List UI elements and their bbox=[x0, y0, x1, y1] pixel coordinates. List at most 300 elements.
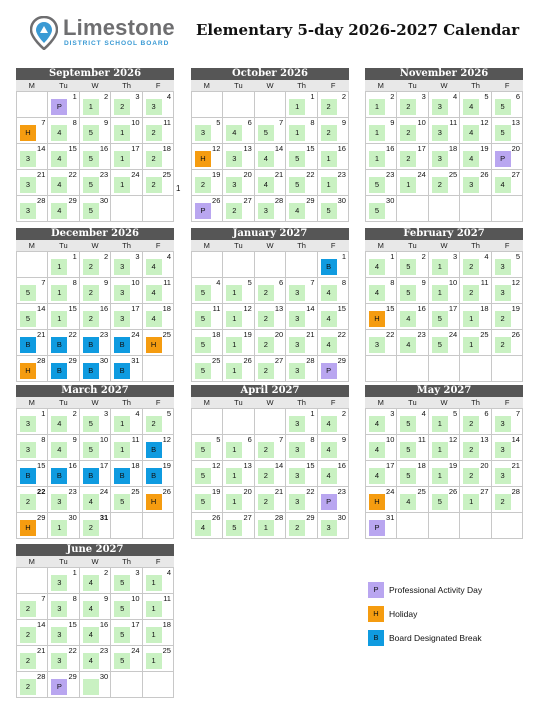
day-cell bbox=[80, 435, 111, 461]
weekday-label: F bbox=[330, 241, 336, 250]
rotation-day-badge: 1 bbox=[463, 337, 479, 353]
day-number: 19 bbox=[511, 304, 520, 313]
day-cell bbox=[111, 304, 142, 330]
day-cell bbox=[255, 304, 286, 330]
day-cell bbox=[48, 409, 79, 435]
stray-number: 1 bbox=[176, 184, 181, 193]
rotation-day-badge: 2 bbox=[114, 99, 130, 115]
rotation-day-badge: 3 bbox=[51, 601, 67, 617]
day-number: 4 bbox=[166, 568, 171, 577]
rotation-day-badge: 4 bbox=[400, 337, 416, 353]
day-number: 23 bbox=[99, 330, 109, 339]
rotation-day-badge: 2 bbox=[20, 627, 36, 643]
day-number: 4 bbox=[421, 409, 426, 418]
rotation-day-badge: 4 bbox=[195, 520, 211, 536]
rotation-day-badge: 1 bbox=[369, 125, 385, 141]
day-grid bbox=[191, 251, 349, 382]
day-number: 6 bbox=[279, 278, 284, 287]
day-cell bbox=[80, 513, 111, 539]
day-number: 10 bbox=[131, 278, 140, 287]
day-number: 25 bbox=[162, 170, 171, 179]
empty-day-cell bbox=[492, 513, 523, 539]
weekday-label: Tu bbox=[59, 241, 68, 250]
day-number: 31 bbox=[99, 513, 109, 522]
day-cell bbox=[48, 278, 79, 304]
rotation-day-badge: 2 bbox=[146, 416, 162, 432]
break-badge: B bbox=[114, 337, 130, 353]
day-cell bbox=[80, 330, 111, 356]
day-number: 20 bbox=[480, 461, 489, 470]
day-cell bbox=[318, 330, 349, 356]
empty-day-cell bbox=[460, 356, 491, 382]
school-board-logo bbox=[30, 15, 175, 50]
pa-day-badge: P bbox=[195, 203, 211, 219]
day-cell bbox=[429, 304, 460, 330]
day-number: 18 bbox=[448, 144, 458, 153]
rotation-day-badge: 1 bbox=[432, 285, 448, 301]
day-number: 23 bbox=[386, 170, 395, 179]
day-number: 30 bbox=[99, 672, 109, 681]
rotation-day-badge: 4 bbox=[51, 125, 67, 141]
rotation-day-badge: 1 bbox=[369, 99, 385, 115]
holiday-badge: H bbox=[20, 125, 36, 141]
empty-day-cell bbox=[192, 252, 223, 278]
day-grid bbox=[365, 408, 523, 539]
day-cell bbox=[366, 92, 397, 118]
day-number: 1 bbox=[341, 252, 346, 261]
day-cell bbox=[366, 118, 397, 144]
empty-day-cell bbox=[460, 513, 491, 539]
day-cell bbox=[255, 435, 286, 461]
rotation-day-badge: 1 bbox=[463, 494, 479, 510]
day-number: 3 bbox=[453, 252, 458, 261]
empty-day-cell bbox=[17, 92, 48, 118]
rotation-day-badge: 5 bbox=[400, 259, 416, 275]
day-number: 16 bbox=[337, 461, 346, 470]
day-number: 15 bbox=[306, 461, 315, 470]
empty-day-cell bbox=[255, 409, 286, 435]
day-cell bbox=[17, 170, 48, 196]
weekday-label: M bbox=[203, 241, 210, 250]
day-cell bbox=[286, 435, 317, 461]
rotation-day-badge: 1 bbox=[432, 259, 448, 275]
day-number: 19 bbox=[162, 461, 171, 470]
holiday-badge: H bbox=[20, 363, 36, 379]
day-number: 29 bbox=[68, 196, 77, 205]
weekday-label: W bbox=[91, 81, 99, 90]
rotation-day-badge: 5 bbox=[226, 520, 242, 536]
legend-swatch-p: P bbox=[368, 582, 384, 598]
rotation-day-badge: 2 bbox=[83, 259, 99, 275]
day-number: 23 bbox=[99, 646, 109, 655]
day-cell bbox=[366, 304, 397, 330]
day-cell bbox=[318, 513, 349, 539]
day-cell bbox=[318, 278, 349, 304]
rotation-day-badge: 3 bbox=[114, 311, 130, 327]
day-cell bbox=[192, 435, 223, 461]
day-cell bbox=[397, 278, 428, 304]
day-number: 14 bbox=[511, 435, 520, 444]
day-cell bbox=[192, 330, 223, 356]
day-grid bbox=[191, 408, 349, 539]
day-cell bbox=[366, 487, 397, 513]
day-number: 29 bbox=[68, 672, 77, 681]
day-cell bbox=[223, 330, 254, 356]
day-cell bbox=[255, 196, 286, 222]
day-cell bbox=[286, 409, 317, 435]
logo-wordmark: Limestone bbox=[63, 15, 175, 40]
day-cell bbox=[80, 409, 111, 435]
day-cell bbox=[255, 513, 286, 539]
rotation-day-badge: 5 bbox=[432, 311, 448, 327]
day-cell bbox=[48, 594, 79, 620]
day-number: 9 bbox=[104, 278, 109, 287]
day-number: 27 bbox=[511, 170, 520, 179]
day-number: 16 bbox=[99, 144, 109, 153]
day-number: 26 bbox=[212, 196, 221, 205]
day-number: 4 bbox=[166, 92, 171, 101]
day-number: 2 bbox=[72, 409, 77, 418]
day-cell bbox=[492, 487, 523, 513]
day-number: 9 bbox=[341, 435, 346, 444]
day-number: 24 bbox=[386, 487, 395, 496]
day-cell bbox=[111, 409, 142, 435]
empty-day-cell bbox=[397, 196, 428, 222]
day-number: 26 bbox=[511, 330, 520, 339]
day-cell bbox=[192, 304, 223, 330]
day-cell bbox=[80, 620, 111, 646]
day-number: 29 bbox=[337, 356, 346, 365]
weekday-header bbox=[16, 556, 174, 567]
day-number: 1 bbox=[72, 252, 77, 261]
rotation-day-badge: 3 bbox=[495, 442, 511, 458]
rotation-day-badge: 5 bbox=[83, 177, 99, 193]
day-cell bbox=[397, 435, 428, 461]
day-number: 7 bbox=[310, 278, 315, 287]
day-cell bbox=[111, 594, 142, 620]
day-cell bbox=[286, 144, 317, 170]
day-number: 8 bbox=[310, 118, 315, 127]
day-cell bbox=[223, 356, 254, 382]
day-number: 17 bbox=[386, 461, 395, 470]
day-cell bbox=[397, 118, 428, 144]
rotation-day-badge: 3 bbox=[495, 285, 511, 301]
rotation-day-badge: 3 bbox=[289, 363, 305, 379]
day-number: 10 bbox=[131, 594, 140, 603]
rotation-day-badge: 1 bbox=[226, 311, 242, 327]
break-badge: B bbox=[83, 337, 99, 353]
rotation-day-badge: 1 bbox=[226, 494, 242, 510]
day-cell bbox=[366, 461, 397, 487]
rotation-day-badge: 5 bbox=[400, 285, 416, 301]
holiday-badge: H bbox=[369, 494, 385, 510]
day-number: 30 bbox=[68, 513, 77, 522]
day-cell bbox=[318, 170, 349, 196]
rotation-day-badge: 2 bbox=[289, 520, 305, 536]
rotation-day-badge: 4 bbox=[369, 442, 385, 458]
day-number: 3 bbox=[421, 92, 426, 101]
day-number: 19 bbox=[212, 170, 221, 179]
day-cell bbox=[80, 568, 111, 594]
day-cell bbox=[192, 196, 223, 222]
empty-day-cell bbox=[460, 196, 491, 222]
month-block bbox=[16, 544, 174, 698]
day-number: 11 bbox=[418, 435, 426, 444]
day-number: 22 bbox=[306, 170, 315, 179]
rotation-day-badge: 4 bbox=[463, 151, 479, 167]
day-number: 1 bbox=[72, 568, 77, 577]
day-number: 2 bbox=[390, 92, 395, 101]
day-number: 14 bbox=[37, 620, 46, 629]
day-cell bbox=[143, 461, 174, 487]
rotation-day-badge: 3 bbox=[51, 653, 67, 669]
rotation-day-badge: 3 bbox=[114, 259, 130, 275]
day-number: 7 bbox=[41, 278, 46, 287]
day-cell bbox=[143, 92, 174, 118]
rotation-day-badge: 5 bbox=[495, 125, 511, 141]
rotation-day-badge: 1 bbox=[51, 311, 67, 327]
weekday-label: Tu bbox=[59, 81, 68, 90]
day-cell bbox=[366, 513, 397, 539]
month-title: November 2026 bbox=[365, 68, 523, 80]
day-number: 30 bbox=[99, 356, 109, 365]
empty-day-cell bbox=[286, 252, 317, 278]
day-number: 10 bbox=[99, 435, 109, 444]
day-grid bbox=[16, 567, 174, 698]
day-cell bbox=[80, 196, 111, 222]
weekday-header bbox=[365, 240, 523, 251]
rotation-day-badge: 4 bbox=[369, 468, 385, 484]
logo-subtitle: DISTRICT SCHOOL BOARD bbox=[64, 40, 170, 47]
day-number: 11 bbox=[480, 278, 489, 287]
empty-day-cell bbox=[143, 196, 174, 222]
day-cell bbox=[460, 252, 491, 278]
day-grid bbox=[365, 91, 523, 222]
rotation-day-badge: 4 bbox=[51, 151, 67, 167]
rotation-day-badge: 5 bbox=[195, 468, 211, 484]
day-cell bbox=[143, 304, 174, 330]
rotation-day-badge: 1 bbox=[226, 468, 242, 484]
day-number: 8 bbox=[72, 118, 77, 127]
rotation-day-badge: 3 bbox=[432, 151, 448, 167]
day-cell bbox=[366, 252, 397, 278]
day-cell bbox=[318, 487, 349, 513]
rotation-day-badge: 4 bbox=[321, 416, 337, 432]
day-cell bbox=[397, 330, 428, 356]
rotation-day-badge: 3 bbox=[20, 203, 36, 219]
day-number: 18 bbox=[162, 304, 171, 313]
day-cell bbox=[460, 118, 491, 144]
day-cell bbox=[48, 252, 79, 278]
day-number: 23 bbox=[68, 487, 77, 496]
day-number: 5 bbox=[166, 409, 171, 418]
rotation-day-badge: 1 bbox=[289, 99, 305, 115]
day-cell bbox=[80, 646, 111, 672]
rotation-day-badge: 3 bbox=[258, 203, 274, 219]
day-number: 8 bbox=[310, 435, 315, 444]
day-number: 31 bbox=[131, 356, 140, 365]
day-number: 25 bbox=[417, 487, 426, 496]
empty-day-cell bbox=[492, 356, 523, 382]
weekday-label: Tu bbox=[234, 398, 243, 407]
day-cell bbox=[48, 196, 79, 222]
rotation-day-badge: 4 bbox=[83, 494, 99, 510]
month-title: December 2026 bbox=[16, 228, 174, 240]
day-number: 17 bbox=[131, 304, 140, 313]
empty-day-cell bbox=[143, 672, 174, 698]
weekday-label: Th bbox=[297, 398, 306, 407]
day-cell bbox=[111, 252, 142, 278]
empty-day-cell bbox=[223, 252, 254, 278]
day-number: 2 bbox=[104, 252, 109, 261]
legend-swatch-b: B bbox=[368, 630, 384, 646]
day-number: 4 bbox=[216, 278, 221, 287]
break-badge: B bbox=[51, 468, 67, 484]
empty-day-cell bbox=[397, 513, 428, 539]
rotation-day-badge: 3 bbox=[321, 520, 337, 536]
rotation-day-badge: 2 bbox=[20, 679, 36, 695]
day-number: 9 bbox=[104, 118, 109, 127]
weekday-label: M bbox=[28, 81, 35, 90]
day-cell bbox=[460, 170, 491, 196]
weekday-label: Tu bbox=[234, 241, 243, 250]
rotation-day-badge: 4 bbox=[321, 337, 337, 353]
day-number: 11 bbox=[163, 278, 171, 287]
rotation-day-badge: 1 bbox=[51, 259, 67, 275]
day-number: 23 bbox=[337, 487, 346, 496]
rotation-day-badge: 3 bbox=[289, 468, 305, 484]
day-number: 21 bbox=[37, 330, 46, 339]
day-cell bbox=[223, 118, 254, 144]
day-number: 25 bbox=[212, 356, 221, 365]
day-number: 12 bbox=[212, 144, 221, 153]
day-cell bbox=[111, 144, 142, 170]
day-number: 3 bbox=[390, 409, 395, 418]
day-number: 14 bbox=[37, 144, 46, 153]
day-cell bbox=[255, 278, 286, 304]
month-block bbox=[16, 68, 174, 222]
rotation-day-badge: 2 bbox=[400, 151, 416, 167]
day-number: 28 bbox=[274, 196, 284, 205]
day-cell bbox=[143, 252, 174, 278]
day-cell bbox=[17, 646, 48, 672]
rotation-day-badge: 2 bbox=[226, 203, 242, 219]
rotation-day-badge: 5 bbox=[83, 151, 99, 167]
day-number: 20 bbox=[511, 144, 520, 153]
empty-day-cell bbox=[143, 356, 174, 382]
day-number: 30 bbox=[99, 196, 109, 205]
pa-day-badge: P bbox=[321, 494, 337, 510]
day-cell bbox=[111, 620, 142, 646]
empty-day-cell bbox=[366, 356, 397, 382]
day-number: 2 bbox=[341, 409, 346, 418]
day-cell bbox=[192, 461, 223, 487]
rotation-day-badge: 4 bbox=[321, 468, 337, 484]
rotation-day-badge: 4 bbox=[369, 285, 385, 301]
legend-swatch-h: H bbox=[368, 606, 384, 622]
rotation-day-badge: 5 bbox=[258, 125, 274, 141]
day-number: 9 bbox=[421, 278, 426, 287]
day-number: 4 bbox=[166, 252, 171, 261]
month-title: February 2027 bbox=[365, 228, 523, 240]
day-number: 16 bbox=[99, 304, 109, 313]
day-cell bbox=[366, 170, 397, 196]
weekday-label: M bbox=[28, 241, 35, 250]
day-cell bbox=[80, 356, 111, 382]
day-cell bbox=[397, 170, 428, 196]
day-number: 8 bbox=[390, 278, 395, 287]
day-cell bbox=[460, 487, 491, 513]
rotation-day-badge: 5 bbox=[195, 337, 211, 353]
day-number: 3 bbox=[135, 92, 140, 101]
legend-label: Holiday bbox=[389, 609, 418, 619]
rotation-day-badge: 2 bbox=[83, 311, 99, 327]
weekday-label: Tu bbox=[408, 398, 417, 407]
day-cell bbox=[429, 330, 460, 356]
rotation-day-badge: 1 bbox=[114, 125, 130, 141]
day-number: 22 bbox=[306, 487, 315, 496]
day-cell bbox=[17, 461, 48, 487]
rotation-day-badge: 5 bbox=[195, 363, 211, 379]
weekday-label: F bbox=[155, 81, 161, 90]
rotation-day-badge: 2 bbox=[258, 442, 274, 458]
day-number: 2 bbox=[341, 92, 346, 101]
day-number: 15 bbox=[306, 144, 315, 153]
month-block bbox=[191, 68, 349, 222]
rotation-day-badge: 5 bbox=[289, 177, 305, 193]
day-number: 25 bbox=[448, 170, 458, 179]
rotation-day-badge: 3 bbox=[289, 337, 305, 353]
day-cell bbox=[366, 409, 397, 435]
day-number: 22 bbox=[37, 487, 46, 496]
rotation-day-badge: 4 bbox=[146, 285, 162, 301]
day-number: 18 bbox=[162, 620, 171, 629]
day-cell bbox=[255, 330, 286, 356]
day-number: 1 bbox=[310, 92, 315, 101]
day-cell bbox=[255, 487, 286, 513]
day-cell bbox=[318, 409, 349, 435]
day-number: 28 bbox=[37, 672, 46, 681]
day-cell bbox=[80, 92, 111, 118]
holiday-badge: H bbox=[20, 520, 36, 536]
day-cell bbox=[17, 620, 48, 646]
day-cell bbox=[143, 118, 174, 144]
rotation-day-badge: 1 bbox=[146, 653, 162, 669]
day-cell bbox=[17, 196, 48, 222]
day-number: 17 bbox=[448, 304, 458, 313]
empty-day-cell bbox=[192, 92, 223, 118]
day-cell bbox=[143, 435, 174, 461]
day-cell bbox=[492, 409, 523, 435]
weekday-label: Th bbox=[297, 81, 306, 90]
rotation-day-badge: 2 bbox=[258, 337, 274, 353]
break-badge: B bbox=[114, 468, 130, 484]
month-block bbox=[16, 385, 174, 539]
rotation-day-badge: 4 bbox=[463, 125, 479, 141]
day-number: 13 bbox=[274, 304, 284, 313]
day-number: 8 bbox=[72, 278, 77, 287]
day-cell bbox=[286, 513, 317, 539]
day-cell bbox=[80, 118, 111, 144]
month-title: September 2026 bbox=[16, 68, 174, 80]
legend-label: Board Designated Break bbox=[389, 633, 482, 643]
day-cell bbox=[286, 356, 317, 382]
day-number: 4 bbox=[135, 409, 140, 418]
rotation-day-badge: 5 bbox=[495, 99, 511, 115]
day-number: 9 bbox=[72, 435, 77, 444]
day-number: 21 bbox=[274, 170, 284, 179]
day-number: 20 bbox=[243, 170, 252, 179]
